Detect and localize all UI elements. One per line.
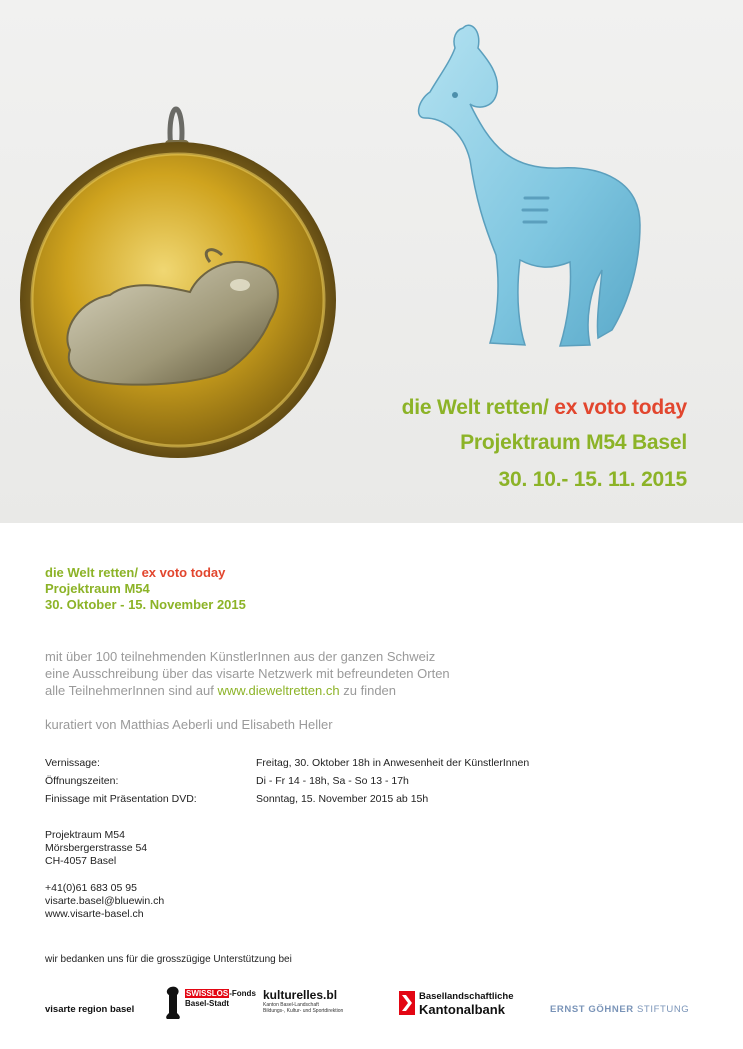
kulturelles-sub1: Kanton Basel-Landschaft <box>263 1002 319 1008</box>
event-title <box>45 565 246 581</box>
hero-photo <box>0 0 743 523</box>
schedule-label: Öffnungszeiten: <box>45 775 119 787</box>
swisslos-fonds: -Fonds <box>229 989 256 998</box>
kulturelles-sub2: Bildungs-, Kultur- und Sportdirektion <box>263 1008 344 1014</box>
schedule-label: Finissage mit Präsentation DVD: <box>45 793 197 805</box>
sponsor-kulturelles <box>263 988 343 1014</box>
medal-image <box>20 109 336 458</box>
thanks-text: wir bedanken uns für die grosszügige Unterstützung bei <box>45 954 292 965</box>
fawn-image <box>419 25 640 346</box>
goehner-rest: STIFTUNG <box>636 1004 690 1015</box>
intro-line-3-before: alle TeilnehmerInnen sind auf <box>45 683 214 698</box>
schedule-row <box>45 790 529 808</box>
intro-line-3-after: zu finden <box>343 683 397 698</box>
address-street: Mörsbergerstrasse 54 <box>45 842 148 854</box>
blkb-logo-icon <box>399 991 415 1015</box>
intro-line-3 <box>45 682 450 699</box>
schedule-value: Freitag, 30. Oktober 18h in Anwesenheit der KünstlerInnen <box>256 757 530 769</box>
intro-line-2: eine Ausschreibung über das visarte Netzwerk mit befreundeten Orten <box>45 666 450 681</box>
contact <box>45 882 164 921</box>
hero-title <box>402 396 687 420</box>
blkb-line2: Kantonalbank <box>419 1002 505 1017</box>
web-link[interactable]: www.visarte-basel.ch <box>45 908 144 920</box>
intro-text <box>45 648 450 699</box>
kulturelles-logo: kulturelles.bl <box>263 988 338 1002</box>
event-title-red: ex voto today <box>141 565 226 580</box>
schedule-row <box>45 754 529 772</box>
event-dates: 30. Oktober - 15. November 2015 <box>45 597 246 612</box>
basel-staff-icon <box>165 985 183 1019</box>
hero-title-red: ex voto today <box>554 396 687 419</box>
schedule-value: Sonntag, 15. November 2015 ab 15h <box>256 793 429 805</box>
hero-title-green: die Welt retten/ <box>401 396 549 419</box>
swisslos-text <box>185 989 256 1009</box>
address <box>45 829 147 868</box>
event-header <box>45 565 246 613</box>
event-title-green: die Welt retten/ <box>45 565 138 580</box>
sponsor-swisslos <box>165 985 256 1021</box>
address-city: CH-4057 Basel <box>45 855 117 867</box>
curated-by: kuratiert von Matthias Aeberli und Elisabeth Heller <box>45 717 333 732</box>
hero-dates: 30. 10.- 15. 11. 2015 <box>498 468 687 491</box>
hero-venue: Projektraum M54 Basel <box>460 431 687 454</box>
event-venue: Projektraum M54 <box>45 581 150 596</box>
intro-line-1: mit über 100 teilnehmenden KünstlerInnen aus der ganzen Schweiz <box>45 649 436 664</box>
schedule-label: Vernissage: <box>45 757 100 769</box>
phone-number: +41(0)61 683 05 95 <box>45 882 137 894</box>
sponsor-goehner <box>550 1004 689 1015</box>
email-link[interactable]: visarte.basel@bluewin.ch <box>45 895 165 907</box>
schedule-row <box>45 772 529 790</box>
schedule <box>45 754 529 808</box>
blkb-line1: Basellandschaftliche <box>419 991 514 1002</box>
swisslos-tag: SWISSLOS <box>186 989 229 998</box>
goehner-bold: ERNST GÖHNER <box>550 1004 634 1015</box>
swisslos-city: Basel-Stadt <box>185 999 230 1008</box>
sponsor-visarte: visarte region basel <box>45 1004 135 1015</box>
website-link[interactable]: www.dieweltretten.ch <box>217 683 340 698</box>
schedule-value: Di - Fr 14 - 18h, Sa - So 13 - 17h <box>256 775 409 787</box>
address-name: Projektraum M54 <box>45 829 125 841</box>
